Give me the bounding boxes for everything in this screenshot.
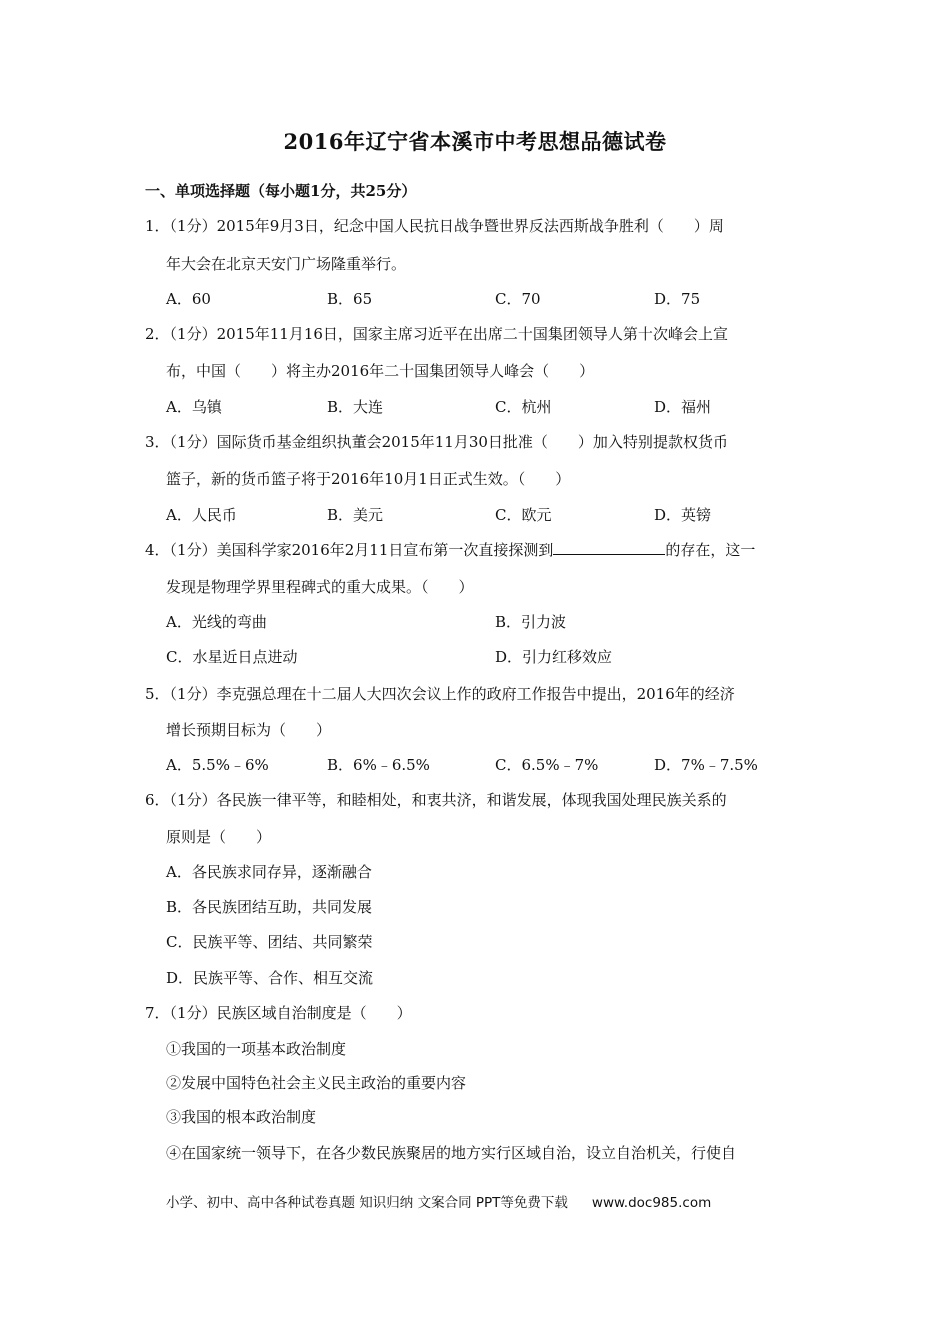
question-2-option-c: C．杭州 xyxy=(495,398,552,416)
question-6-option-a: A．各民族求同存异，逐渐融合 xyxy=(166,863,372,881)
question-7-line-1: 7．（1分）民族区域自治制度是（ ） xyxy=(145,1004,412,1022)
question-6-line-1: 6．（1分）各民族一律平等，和睦相处，和衷共济，和谐发展，体现我国处理民族关系的 xyxy=(145,791,727,809)
question-1-option-a: A．60 xyxy=(166,290,211,308)
question-7-item-4: ④在国家统一领导下，在各少数民族聚居的地方实行区域自治，设立自治机关，行使自 xyxy=(166,1144,737,1162)
question-1-option-d: D．75 xyxy=(654,290,701,308)
question-4-line-2: 发现是物理学界里程碑式的重大成果。（ ） xyxy=(166,578,474,596)
question-1-option-c: C．70 xyxy=(495,290,541,308)
question-2-option-a: A．乌镇 xyxy=(166,398,222,416)
question-6-option-d: D．民族平等、合作、相互交流 xyxy=(166,969,374,987)
footer-url: www.doc985.com xyxy=(591,1195,712,1211)
question-4-text-before: 4．（1分）美国科学家2016年2月11日宣布第一次直接探测到 xyxy=(145,541,554,559)
question-5-line-1: 5．（1分）李克强总理在十二届人大四次会议上作的政府工作报告中提出，2016年的经济 xyxy=(145,685,735,703)
question-5-option-d: D．7%﹣7.5% xyxy=(654,756,758,774)
question-3-option-a: A．人民币 xyxy=(166,506,237,524)
question-2-option-b: B．大连 xyxy=(327,398,384,416)
question-5-option-b: B．6%﹣6.5% xyxy=(327,756,430,774)
question-4-text-after: 的存在，这一 xyxy=(665,541,756,559)
question-2-option-d: D．福州 xyxy=(654,398,712,416)
question-3-option-b: B．美元 xyxy=(327,506,384,524)
section-heading: 一、单项选择题（每小题1分，共25分） xyxy=(145,182,417,200)
question-4-option-c: C．水星近日点进动 xyxy=(166,648,298,666)
question-3-line-2: 篮子，新的货币篮子将于2016年10月1日正式生效。（ ） xyxy=(166,470,571,488)
page-footer xyxy=(166,1191,711,1211)
question-7-item-2: ②发展中国特色社会主义民主政治的重要内容 xyxy=(166,1074,467,1092)
question-7-item-3: ③我国的根本政治制度 xyxy=(166,1108,317,1126)
question-3-option-d: D．英镑 xyxy=(654,506,712,524)
question-5-option-c: C．6.5%﹣7% xyxy=(495,756,599,774)
question-6-line-2: 原则是（ ） xyxy=(166,828,272,846)
question-7-item-1: ①我国的一项基本政治制度 xyxy=(166,1040,347,1058)
question-2-line-1: 2．（1分）2015年11月16日，国家主席习近平在出席二十国集团领导人第十次峰会上宣 xyxy=(145,325,728,343)
page-title: 2016年辽宁省本溪市中考思想品德试卷 xyxy=(283,129,667,154)
question-6-option-c: C．民族平等、团结、共同繁荣 xyxy=(166,933,373,951)
question-4-option-d: D．引力红移效应 xyxy=(495,648,613,666)
question-1-line-2: 年大会在北京天安门广场隆重举行。 xyxy=(166,255,407,273)
question-4-option-b: B．引力波 xyxy=(495,613,567,631)
footer-text: 小学、初中、高中各种试卷真题 知识归纳 文案合同 PPT等免费下载 xyxy=(166,1195,568,1211)
question-5-option-a: A．5.5%﹣6% xyxy=(166,756,269,774)
question-1-option-b: B．65 xyxy=(327,290,373,308)
question-4-line-1 xyxy=(145,540,755,560)
answer-blank xyxy=(553,540,665,555)
question-6-option-b: B．各民族团结互助，共同发展 xyxy=(166,898,373,916)
question-1-line-1: 1．（1分）2015年9月3日，纪念中国人民抗日战争暨世界反法西斯战争胜利（ ）周 xyxy=(145,217,724,235)
question-2-line-2: 布，中国（ ）将主办2016年二十国集团领导人峰会（ ） xyxy=(166,362,595,380)
question-3-option-c: C．欧元 xyxy=(495,506,552,524)
question-4-option-a: A．光线的弯曲 xyxy=(166,613,267,631)
question-5-line-2: 增长预期目标为（ ） xyxy=(166,721,332,739)
question-3-line-1: 3．（1分）国际货币基金组织执董会2015年11月30日批准（ ）加入特别提款权货币 xyxy=(145,433,728,451)
